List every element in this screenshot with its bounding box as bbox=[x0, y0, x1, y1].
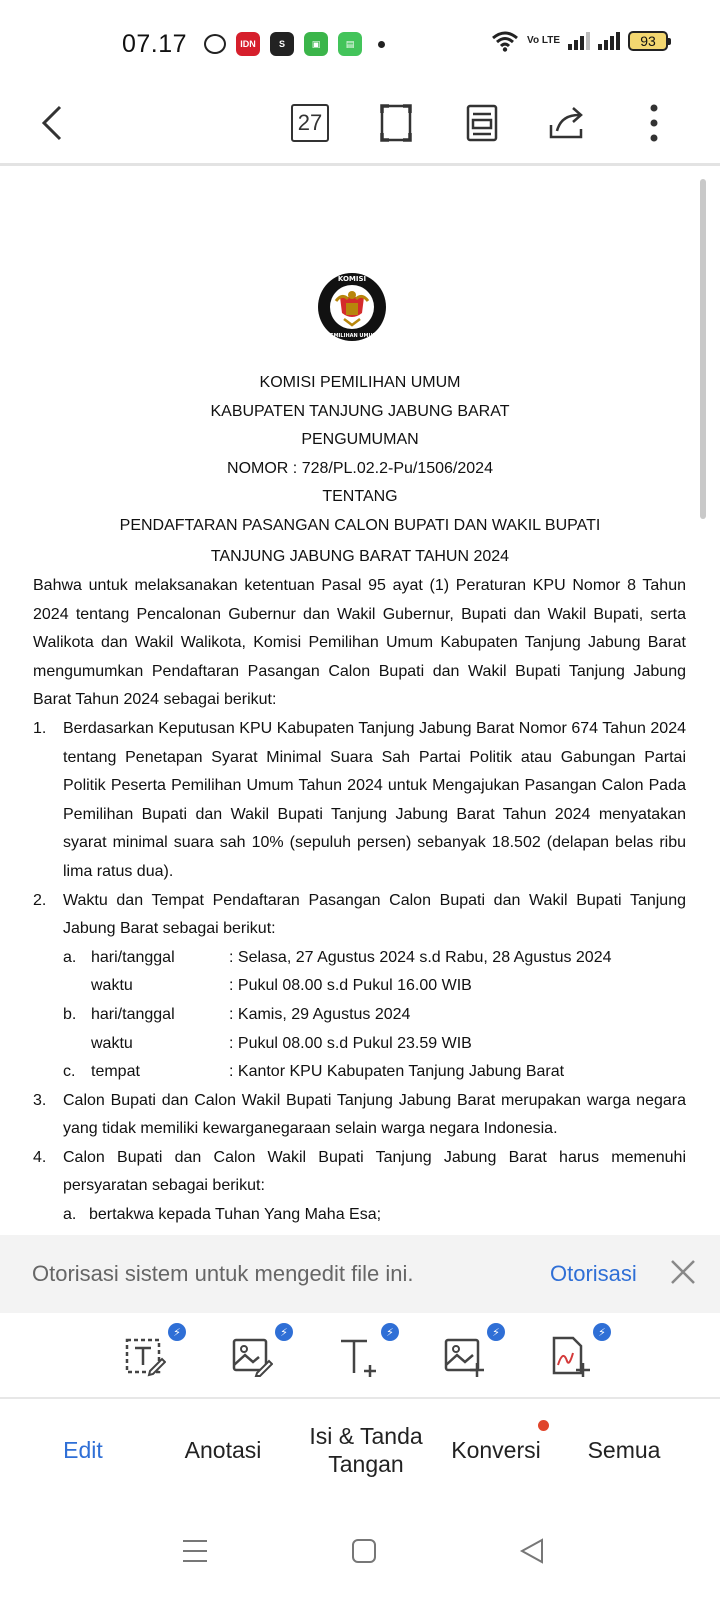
premium-badge: ⚡ bbox=[593, 1323, 611, 1341]
logo-text-bottom: PEMILIHAN UMUM bbox=[326, 333, 378, 339]
list-item-4: 4. Calon Bupati dan Calon Wakil Bupati Tanjung Jabung Barat harus memenuhi persyaratan sebagai berikut: bbox=[33, 1148, 686, 1195]
add-image-tool[interactable] bbox=[443, 1326, 500, 1381]
system-icons bbox=[491, 30, 668, 52]
document-body bbox=[33, 572, 686, 1230]
premium-badge: ⚡ bbox=[168, 1323, 186, 1341]
status-time: 07.17 bbox=[122, 30, 188, 58]
kpu-logo bbox=[316, 265, 388, 351]
tab-edit[interactable]: Edit bbox=[63, 1437, 103, 1463]
header-line-7: TANJUNG JABUNG BARAT TAHUN 2024 bbox=[210, 547, 510, 565]
reading-mode-icon bbox=[465, 103, 499, 143]
battery-icon: 93 bbox=[628, 31, 668, 51]
system-nav-bar bbox=[0, 1500, 720, 1600]
recent-apps-button[interactable] bbox=[180, 1536, 210, 1566]
reading-mode-button[interactable] bbox=[455, 96, 509, 150]
fullscreen-icon bbox=[379, 103, 413, 143]
authorize-button[interactable]: Otorisasi bbox=[550, 1261, 637, 1286]
volte-icon: Vo LTE bbox=[527, 35, 560, 46]
page-number-button[interactable] bbox=[283, 96, 337, 150]
header-line-6: PENDAFTARAN PASANGAN CALON BUPATI DAN WAKIL BUPATI bbox=[119, 516, 601, 534]
list-item-3: 3. Calon Bupati dan Calon Wakil Bupati Tanjung Jabung Barat merupakan warga negara yang tidak memiliki kewarganegaraan selain warga negara Indonesia. bbox=[33, 1091, 686, 1138]
bottom-tabs bbox=[0, 1400, 720, 1500]
add-text-icon bbox=[337, 1335, 379, 1377]
schedule-row: b. hari/tanggal : Kamis, 29 Agustus 2024 bbox=[63, 1005, 411, 1023]
intro-paragraph: Bahwa untuk melaksanakan ketentuan Pasal 95 ayat (1) Peraturan KPU Nomor 8 Tahun 2024 tentang Pencalonan Gubernur dan Wakil Gubernur, Bupati dan Wakil Bupati, serta Walikota dan Wakil Walikota, Komisi Pemilihan Umum Kabupaten Tanjung Jabung Barat mengumumkan Pendaftaran Pasangan Calon Bupati dan Wakil Bupati Tanjung Jabung Barat Tahun 2024 sebagai berikut: bbox=[33, 577, 686, 709]
share-button[interactable] bbox=[541, 96, 595, 150]
premium-badge: ⚡ bbox=[381, 1323, 399, 1341]
add-signature-icon bbox=[549, 1335, 591, 1377]
edit-image-tool[interactable] bbox=[231, 1326, 288, 1381]
list-item-1: 1. Berdasarkan Keputusan KPU Kabupaten Tanjung Jabung Barat Nomor 674 Tahun 2024 tentang Penetapan Syarat Minimal Suara Sah Partai Politik atau Gabungan Partai Politik Peserta Pemilihan Umum Tahun 2024 untuk Mengajukan Pasangan Calon Pada Pemilihan Bupati dan Wakil Bupati Tanjung Jabung Barat Tahun 2024 menyatakan syarat minimal suara sah 10% (sepuluh persen) sebanyak 18.502 (delapan belas ribu lima ratus dua). bbox=[33, 719, 686, 880]
chat-icon: ▤ bbox=[338, 32, 362, 56]
convert-notification-dot bbox=[538, 1420, 549, 1431]
back-button[interactable] bbox=[24, 96, 78, 150]
banner-message: Otorisasi sistem untuk mengedit file ini. bbox=[32, 1261, 414, 1286]
premium-badge: ⚡ bbox=[487, 1323, 505, 1341]
edit-image-icon bbox=[231, 1335, 273, 1377]
edit-text-tool[interactable] bbox=[124, 1326, 181, 1381]
schedule-row: c. tempat : Kantor KPU Kabupaten Tanjung Jabung Barat bbox=[63, 1063, 565, 1081]
list-item-2: 2. Waktu dan Tempat Pendaftaran Pasangan Calon Bupati dan Wakil Bupati Tanjung Jabung Barat sebagai berikut: bbox=[33, 891, 686, 938]
signal-icon-2 bbox=[598, 32, 620, 50]
idn-app-icon: IDN bbox=[236, 32, 260, 56]
add-text-tool[interactable] bbox=[337, 1326, 394, 1381]
tab-convert[interactable]: Konversi bbox=[451, 1437, 541, 1463]
add-image-icon bbox=[443, 1335, 485, 1377]
fullscreen-button[interactable] bbox=[369, 96, 423, 150]
home-button[interactable] bbox=[349, 1536, 379, 1566]
list-item-4a: a. bertakwa kepada Tuhan Yang Maha Esa; bbox=[63, 1206, 382, 1224]
top-toolbar bbox=[0, 88, 720, 166]
more-vertical-icon bbox=[649, 103, 659, 143]
document-viewer[interactable] bbox=[0, 169, 720, 1235]
header-line-2: KABUPATEN TANJUNG JABUNG BARAT bbox=[210, 402, 510, 420]
status-bar bbox=[0, 0, 720, 88]
more-options-button[interactable] bbox=[627, 96, 681, 150]
signal-icon-1 bbox=[568, 32, 590, 50]
shopee-icon: S bbox=[270, 32, 294, 56]
back-arrow-icon bbox=[36, 103, 66, 143]
back-nav-button[interactable] bbox=[517, 1536, 547, 1566]
logo-text-top: KOMISI bbox=[337, 275, 367, 283]
shopping-bag-icon: ▣ bbox=[304, 32, 328, 56]
add-signature-tool[interactable] bbox=[549, 1326, 606, 1381]
edit-text-icon bbox=[124, 1335, 166, 1377]
header-line-1: KOMISI PEMILIHAN UMUM bbox=[259, 374, 461, 391]
tab-all[interactable]: Semua bbox=[587, 1437, 661, 1463]
schedule-row: a. hari/tanggal : Selasa, 27 Agustus 2024 s.d Rabu, 28 Agustus 2024 bbox=[63, 948, 612, 966]
tab-annotate[interactable]: Anotasi bbox=[184, 1437, 262, 1463]
tab-fill-sign[interactable]: Isi & Tanda Tangan bbox=[309, 1423, 423, 1477]
header-line-5: TENTANG bbox=[322, 488, 398, 506]
notification-icons bbox=[204, 32, 385, 56]
document-header bbox=[0, 369, 720, 571]
wifi-icon bbox=[491, 30, 519, 52]
schedule-row: waktu : Pukul 08.00 s.d Pukul 23.59 WIB bbox=[91, 1034, 472, 1052]
more-notifications-dot bbox=[378, 41, 385, 48]
schedule-row: waktu : Pukul 08.00 s.d Pukul 16.00 WIB bbox=[91, 977, 472, 995]
header-line-4: NOMOR : 728/PL.02.2-Pu/1506/2024 bbox=[227, 459, 493, 477]
edit-tools-row bbox=[0, 1313, 720, 1399]
page-number-box: 27 bbox=[291, 104, 329, 142]
premium-badge: ⚡ bbox=[275, 1323, 293, 1341]
messenger-icon bbox=[204, 34, 226, 54]
close-banner-button[interactable] bbox=[668, 1257, 698, 1287]
permission-banner bbox=[0, 1235, 720, 1313]
header-line-3: PENGUMUMAN bbox=[301, 431, 419, 449]
share-icon bbox=[547, 103, 589, 143]
